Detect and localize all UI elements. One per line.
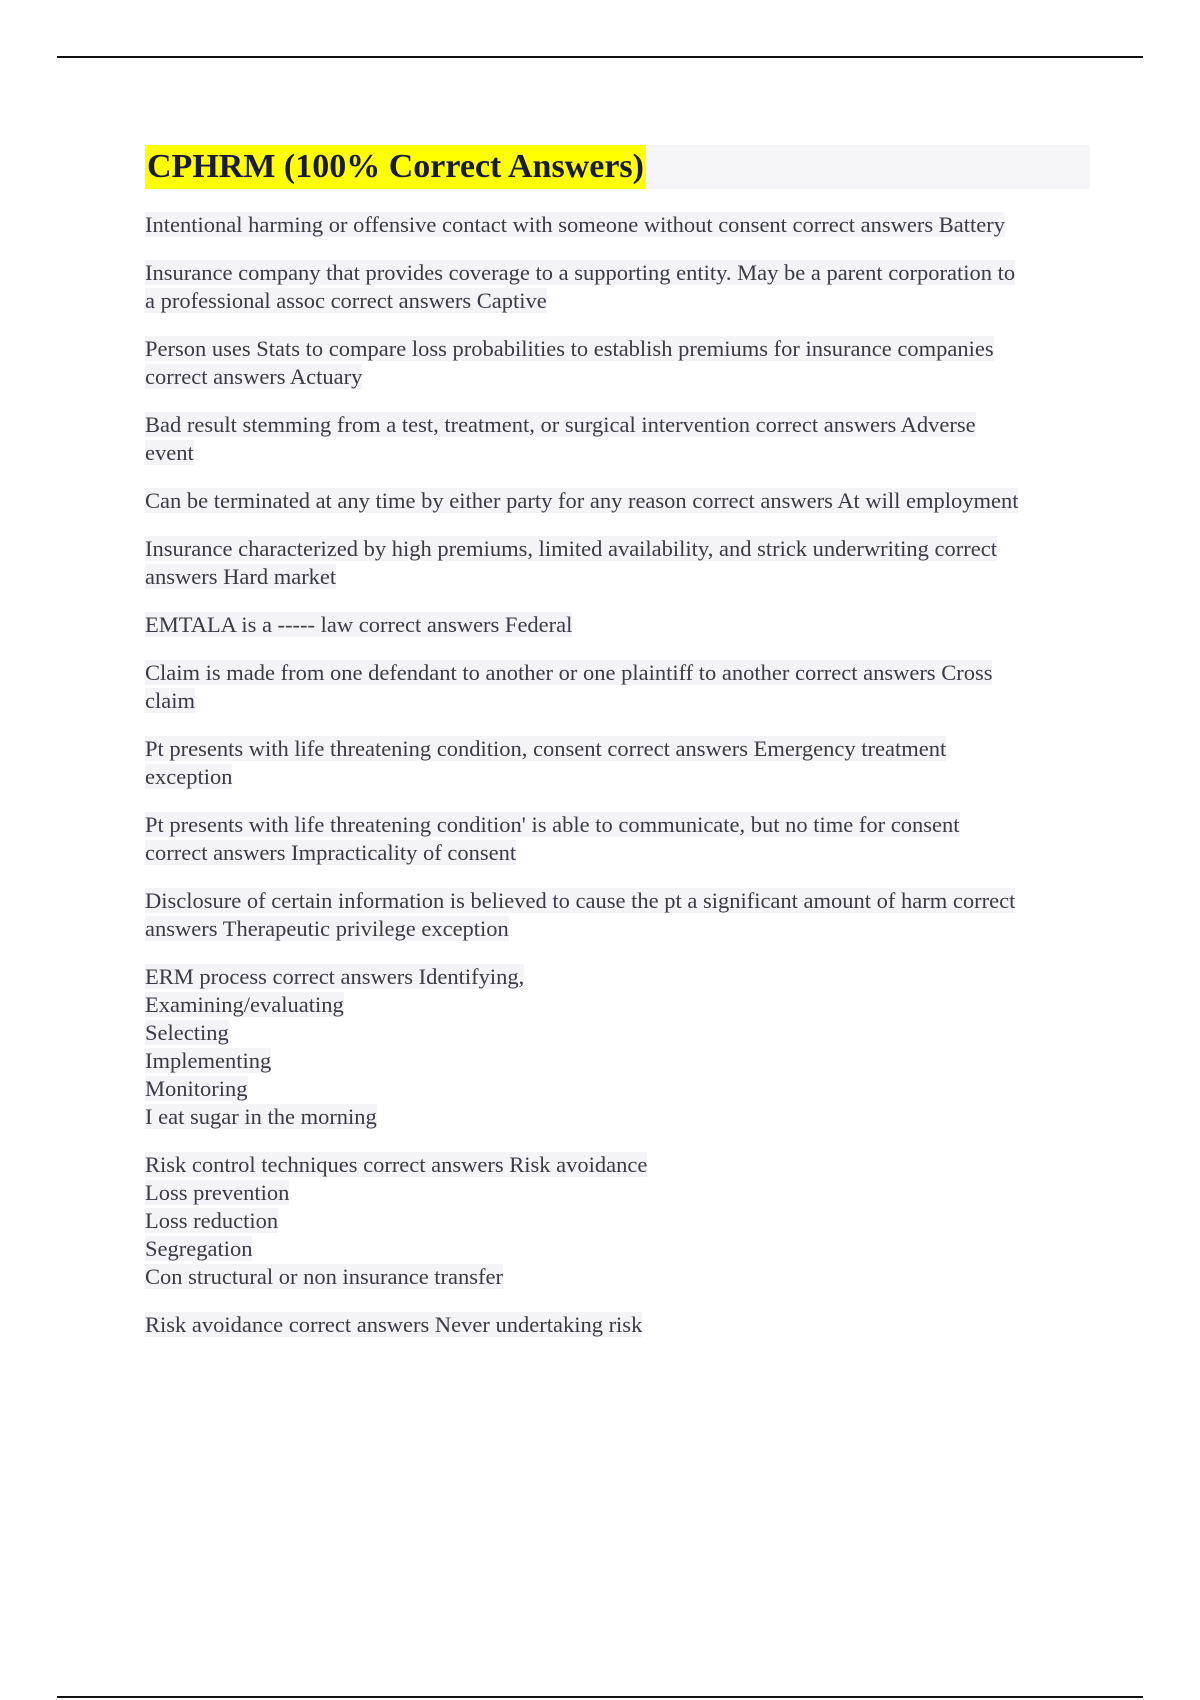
qa-item (145, 611, 1090, 639)
qa-line: Pt presents with life threatening condition, consent correct answers Emergency treatment (145, 736, 947, 761)
qa-line: I eat sugar in the morning (145, 1104, 377, 1129)
qa-line: Disclosure of certain information is believed to cause the pt a significant amount of harm correct (145, 888, 1016, 913)
qa-line: Claim is made from one defendant to another or one plaintiff to another correct answers Cross (145, 660, 993, 685)
qa-line: Insurance characterized by high premiums, limited availability, and strick underwriting correct (145, 536, 997, 561)
qa-line: Bad result stemming from a test, treatment, or surgical intervention correct answers Adverse (145, 412, 976, 437)
qa-line: Person uses Stats to compare loss probabilities to establish premiums for insurance companies (145, 336, 994, 361)
qa-item (145, 335, 1090, 391)
qa-line: Insurance company that provides coverage to a supporting entity. May be a parent corporation to (145, 260, 1016, 285)
qa-item (145, 259, 1090, 315)
title-row (145, 145, 1090, 189)
qa-line: Intentional harming or offensive contact with someone without consent correct answers Battery (145, 212, 1005, 237)
qa-line: Loss prevention (145, 1180, 290, 1205)
qa-line: Risk avoidance correct answers Never undertaking risk (145, 1312, 643, 1337)
qa-line: a professional assoc correct answers Captive (145, 288, 547, 313)
qa-line: Segregation (145, 1236, 253, 1261)
qa-item (145, 659, 1090, 715)
qa-line: Implementing (145, 1048, 272, 1073)
qa-line: EMTALA is a ----- law correct answers Federal (145, 612, 573, 637)
qa-line: Con structural or non insurance transfer (145, 1264, 504, 1289)
bottom-rule (57, 1696, 1143, 1698)
qa-item (145, 211, 1090, 239)
qa-line: Pt presents with life threatening condition' is able to communicate, but no time for consent (145, 812, 960, 837)
qa-item (145, 411, 1090, 467)
page-title: CPHRM (100% Correct Answers) (145, 145, 646, 189)
qa-line: correct answers Impracticality of consent (145, 840, 517, 865)
qa-item (145, 963, 1090, 1131)
qa-item (145, 535, 1090, 591)
qa-line: answers Therapeutic privilege exception (145, 916, 509, 941)
qa-line: Can be terminated at any time by either party for any reason correct answers At will employment (145, 488, 1019, 513)
qa-item (145, 887, 1090, 943)
qa-line: claim (145, 688, 195, 713)
qa-line: ERM process correct answers Identifying, (145, 964, 525, 989)
qa-line: answers Hard market (145, 564, 337, 589)
qa-line: exception (145, 764, 233, 789)
qa-line: correct answers Actuary (145, 364, 363, 389)
qa-item (145, 735, 1090, 791)
qa-line: event (145, 440, 194, 465)
qa-line: Monitoring (145, 1076, 248, 1101)
qa-line: Selecting (145, 1020, 229, 1045)
qa-item (145, 811, 1090, 867)
qa-item (145, 1151, 1090, 1291)
qa-line: Risk control techniques correct answers Risk avoidance (145, 1152, 648, 1177)
document-body (145, 145, 1090, 1359)
qa-line: Loss reduction (145, 1208, 279, 1233)
top-rule (57, 56, 1143, 58)
qa-item (145, 487, 1090, 515)
qa-item (145, 1311, 1090, 1339)
qa-line: Examining/evaluating (145, 992, 344, 1017)
